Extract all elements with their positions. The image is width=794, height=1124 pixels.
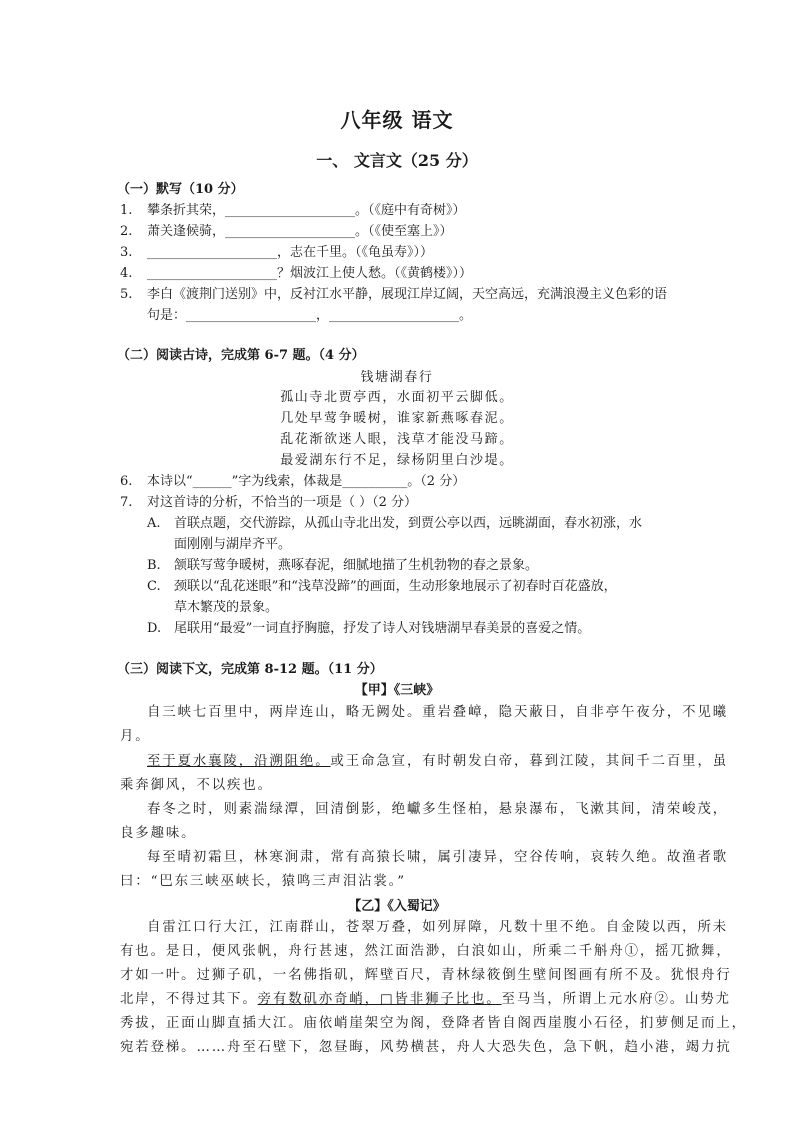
underlined-sentence: 旁有数矶亦奇峭，□皆非狮子比也。 [257, 992, 502, 1007]
question-text: ____________________，志在千里。（《龟虽寿》）） [147, 245, 434, 260]
question-number: 6. [120, 474, 133, 489]
poem-line: 几处早莺争暖树，谁家新燕啄春泥。 [280, 411, 514, 426]
question-item [120, 285, 667, 305]
part2-heading: （二）阅读古诗，完成第 6-7 题。（4 分） [117, 348, 365, 363]
passage-line: 才如一叶。过狮子矶，一名佛指矶，辉壁百尺，青林绿筱倒生壁间图画有所不及。犹恨舟行 [120, 968, 732, 983]
passage-line: 每至晴初霜旦，林寒涧肃，常有高猿长啸，属引凄异，空谷传响，哀转久绝。故渔者歌 [147, 850, 729, 865]
option-d [147, 619, 590, 639]
section-title: 一、 文言文（25 分） [316, 151, 478, 170]
part1-heading: （一）默写（10 分） [117, 182, 244, 197]
option-b [147, 556, 538, 576]
question-text: 攀条折其荣，____________________。（《庭中有奇树》） [147, 203, 466, 218]
question-text: ____________________？烟波江上使人愁。（《黄鹤楼》）） [147, 266, 473, 281]
passage-text: 北岸，不得过其下。 [120, 992, 258, 1007]
option-label: D. [147, 621, 162, 636]
passage-line [120, 990, 731, 1010]
question-item [120, 472, 465, 492]
option-label: A. [147, 516, 161, 531]
option-label: C. [147, 579, 161, 594]
option-c [147, 577, 617, 597]
passage-line: 春冬之时，则素湍绿潭，回清倒影，绝巘多生怪柏，悬泉瀑布，飞漱其间，清荣峻茂， [147, 802, 729, 817]
poem-line: 最爱湖东行不足，绿杨阴里白沙堤。 [280, 453, 514, 468]
passage-line: 秀拔，正面山脚直插大江。庙依峭崖架空为阁，登降者皆自阁西崖腹小石径，扪萝侧足而上， [120, 1016, 747, 1031]
passage-line: 曰：“巴东三峡巫峡长，猿鸣三声泪沾裳。” [120, 874, 407, 889]
passage-line [147, 752, 728, 772]
question-text: 本诗以“______”字为线索，体裁是__________。（2 分） [147, 474, 466, 489]
question-text: 李白《渡荆门送别》中，反衬江水平静，展现江岸辽阔，天空高远，充满浪漫主义色彩的语 [147, 287, 668, 302]
option-text-continued: 面刚刚与湖岸齐平。 [174, 537, 292, 552]
option-text-continued: 草木繁茂的景象。 [174, 600, 279, 615]
underlined-sentence: 至于夏水襄陵，沿溯阻绝。 [147, 754, 331, 769]
option-text: 颈联以“乱花迷眼”和“浅草没蹄”的画面，生动形象地展示了初春时百花盛放， [174, 579, 617, 594]
passage-text: 至马当，所谓上元水府②。山势尤 [501, 992, 731, 1007]
passage-line: 良多趣味。 [120, 826, 197, 841]
passage-line: 宛若登梯。……舟至石壁下，忽昼晦，风势横甚，舟人大恐失色，急下帆，趋小港，竭力抗 [120, 1040, 732, 1055]
poem-title: 钱塘湖春行 [360, 370, 434, 385]
question-item [120, 243, 433, 263]
question-number: 7. [120, 495, 133, 510]
option-text: 颔联写莺争暖树，燕啄春泥，细腻地描了生机勃物的春之景象。 [174, 558, 539, 573]
passage-line: 自三峡七百里中，两岸连山，略无阙处。重岩叠嶂，隐天蔽日，自非亭午夜分，不见曦 [147, 705, 729, 720]
question-item [120, 264, 472, 284]
question-number: 2. [120, 224, 133, 239]
passage-line: 自雷江口行大江，江南群山，苍翠万叠，如列屏障，凡数十里不绝。自金陵以西，所未 [147, 920, 729, 935]
question-number: 5. [120, 287, 133, 302]
option-text: 首联点题，交代游踪，从孤山寺北出发，到贾公亭以西，远眺湖面，春水初涨，水 [174, 516, 643, 531]
option-label: B. [147, 558, 161, 573]
part3-heading: （三）阅读下文，完成第 8-12 题。（11 分） [117, 662, 383, 677]
poem-line: 乱花渐欲迷人眼，浅草才能没马蹄。 [280, 432, 514, 447]
option-text: 尾联用“最爱”一词直抒胸臆，抒发了诗人对钱塘湖早春美景的喜爱之情。 [174, 621, 591, 636]
passage-line: 有也。是日，便风张帆，舟行甚速，然江面浩渺，白浪如山，所乘二千斛舟①，摇兀掀舞， [120, 944, 732, 959]
poem-line: 孤山寺北贾亭西，水面初平云脚低。 [280, 390, 514, 405]
question-number: 4. [120, 266, 133, 281]
passage-text: 或王命急宣，有时朝发白帝，暮到江陵，其间千二百里，虽 [330, 754, 729, 769]
question-number: 1. [120, 203, 133, 218]
passage-yi-title: 【乙】《入蜀记》 [348, 899, 446, 914]
passage-line: 月。 [120, 729, 151, 744]
option-a [147, 514, 642, 534]
passage-line: 乘奔御风，不以疾也。 [120, 778, 273, 793]
question-text: 对这首诗的分析，不恰当的一项是（ ）（2 分） [147, 495, 418, 510]
question-text: 萧关逢候骑，____________________。（《使至塞上》） [147, 224, 453, 239]
question-item [120, 222, 453, 242]
question-text-continued: 句是：____________________，____________________。 [147, 308, 473, 323]
page-title: 八年级 语文 [340, 108, 454, 132]
question-number: 3. [120, 245, 133, 260]
question-item [120, 493, 417, 513]
question-item [120, 201, 466, 221]
passage-jia-title: 【甲】《三峡》 [354, 683, 440, 698]
